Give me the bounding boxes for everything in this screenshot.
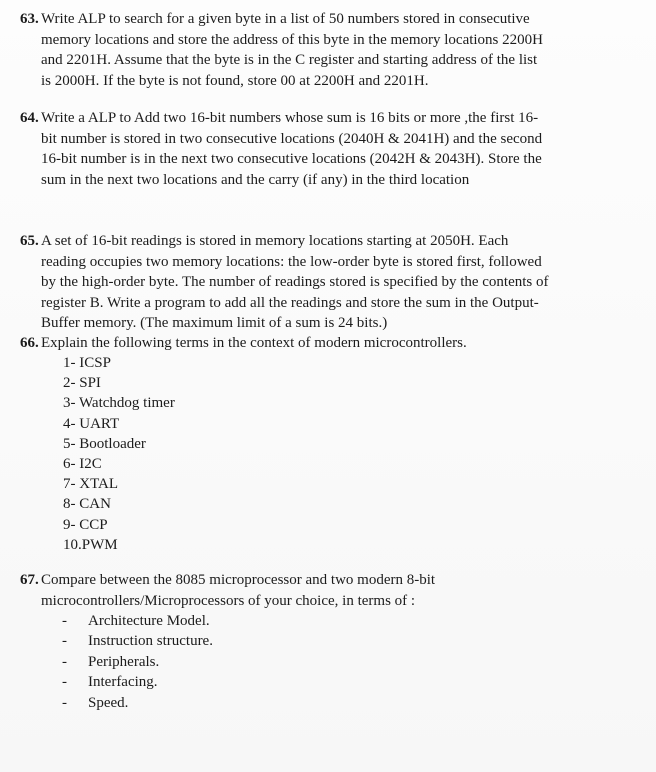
- question-text-line: sum in the next two locations and the carry (if any) in the third location: [41, 171, 470, 188]
- terms-list: [63, 353, 175, 555]
- question-64: [20, 108, 543, 190]
- list-item: 2- SPI: [63, 375, 101, 392]
- question-text-line: bit number is stored in two consecutive locations (2040H & 2041H) and the second: [41, 130, 543, 147]
- bullet-dash: -: [62, 694, 67, 711]
- list-item-text: Architecture Model.: [88, 613, 210, 629]
- bullet-dash: -: [62, 674, 67, 691]
- question-text-line: A set of 16-bit readings is stored in memory locations starting at 2050H. Each: [41, 233, 509, 249]
- question-text-line: Write ALP to search for a given byte in a list of 50 numbers stored in consecutive: [41, 11, 530, 27]
- question-number: 63.: [20, 11, 39, 27]
- list-item: 8- CAN: [63, 496, 111, 513]
- question-number: 65.: [20, 233, 39, 249]
- list-item-text: Peripherals.: [88, 653, 160, 670]
- list-item: [62, 672, 213, 692]
- question-text-line: reading occupies two memory locations: the low-order byte is stored first, followed: [41, 253, 542, 270]
- list-item: 9- CCP: [63, 516, 108, 533]
- question-number: 66.: [20, 335, 39, 351]
- question-text-line: by the high-order byte. The number of readings stored is specified by the contents of: [41, 274, 549, 290]
- list-item: [62, 693, 213, 713]
- question-text-line: Buffer memory. (The maximum limit of a sum is 24 bits.): [41, 315, 388, 331]
- question-number: 67.: [20, 572, 39, 588]
- list-item-text: Interfacing.: [88, 674, 158, 691]
- question-text-line: Explain the following terms in the context of modern microcontrollers.: [41, 335, 467, 351]
- list-item: 4- UART: [63, 415, 120, 432]
- list-item: [62, 631, 213, 651]
- list-item: 5- Bootloader: [63, 435, 146, 452]
- list-item: 3- Watchdog timer: [63, 395, 175, 412]
- list-item: 6- I2C: [63, 456, 102, 473]
- comparison-criteria-list: [62, 611, 213, 713]
- bullet-dash: -: [62, 613, 67, 629]
- question-text-line: 16-bit number is in the next two consecutive locations (2042H & 2043H). Store the: [41, 151, 542, 167]
- bullet-dash: -: [62, 653, 67, 670]
- bullet-dash: -: [62, 633, 67, 650]
- list-item: 1- ICSP: [63, 355, 111, 371]
- list-item: 10.PWM: [63, 536, 118, 553]
- question-text-line: memory locations and store the address of this byte in the memory locations 2200H: [41, 31, 543, 48]
- question-text-line: Compare between the 8085 microprocessor and two modern 8-bit: [41, 572, 436, 588]
- question-number: 64.: [20, 110, 39, 126]
- question-66: [20, 333, 467, 354]
- question-text-line: microcontrollers/Microprocessors of your choice, in terms of :: [41, 592, 416, 609]
- question-63: [20, 9, 543, 91]
- question-text-line: register B. Write a program to add all the readings and store the sum in the Output-: [41, 294, 539, 311]
- list-item: [62, 611, 213, 631]
- question-text-line: and 2201H. Assume that the byte is in the C register and starting address of the list: [41, 52, 538, 68]
- list-item-text: Instruction structure.: [88, 633, 213, 650]
- list-item: 7- XTAL: [63, 476, 119, 493]
- list-item: [62, 652, 213, 672]
- list-item-text: Speed.: [88, 694, 129, 711]
- question-text-line: is 2000H. If the byte is not found, store 00 at 2200H and 2201H.: [41, 72, 429, 89]
- question-65: [20, 231, 549, 334]
- question-67: [20, 570, 436, 611]
- question-text-line: Write a ALP to Add two 16-bit numbers whose sum is 16 bits or more ,the first 16-: [41, 110, 539, 126]
